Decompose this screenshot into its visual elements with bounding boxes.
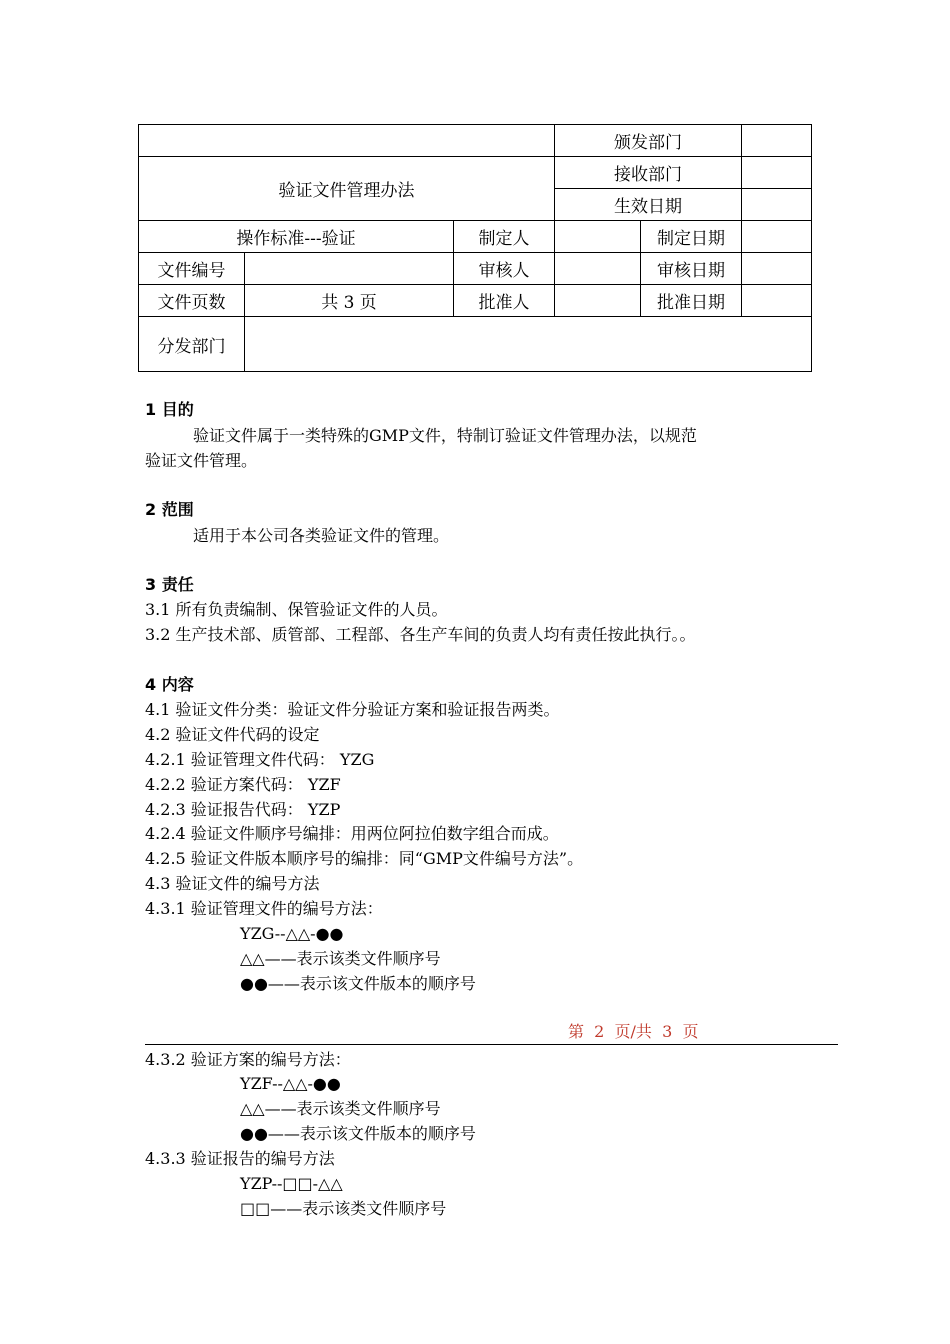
reviewer-label: 审核人	[454, 253, 555, 285]
code-format-line: ●●——表示该文件版本的顺序号	[240, 974, 476, 993]
body-line: 4.2.4 验证文件顺序号编排：用两位阿拉伯数字组合而成。	[145, 824, 559, 843]
doc-category: 操作标准---验证	[139, 221, 454, 253]
body-line: 3.2 生产技术部、质管部、工程部、各生产车间的负责人均有责任按此执行。。	[145, 625, 696, 644]
body-line: 3.1 所有负责编制、保管验证文件的人员。	[145, 600, 448, 619]
draft-date-label: 制定日期	[641, 221, 742, 253]
effective-date-value	[742, 189, 812, 221]
drafter-label: 制定人	[454, 221, 555, 253]
effective-date-label: 生效日期	[555, 189, 742, 221]
approve-date-value	[742, 285, 812, 317]
doc-title: 验证文件管理办法	[139, 157, 555, 221]
section-heading-scope: 2 范围	[145, 500, 194, 519]
code-format-line: YZP--□□-△△	[240, 1174, 343, 1193]
reviewer-value	[555, 253, 641, 285]
body-line: 4.2.2 验证方案代码： YZF	[145, 775, 341, 794]
body-line: 4.3 验证文件的编号方法	[145, 874, 320, 893]
approver-label: 批准人	[454, 285, 555, 317]
body-line: 验证文件属于一类特殊的GMP文件，特制订验证文件管理办法，以规范	[145, 426, 697, 445]
section-heading-responsibility: 3 责任	[145, 575, 194, 594]
distribution-label: 分发部门	[139, 317, 245, 372]
page-number: 第 2 页/共 3 页	[568, 1022, 699, 1041]
section-heading-content: 4 内容	[145, 675, 194, 694]
body-line: 4.3.1 验证管理文件的编号方法：	[145, 899, 383, 918]
code-format-line: □□——表示该类文件顺序号	[240, 1199, 447, 1218]
draft-date-value	[742, 221, 812, 253]
header-blank-cell	[139, 125, 555, 157]
body-line: 4.1 验证文件分类：验证文件分验证方案和验证报告两类。	[145, 700, 560, 719]
code-format-line: YZG--△△-●●	[240, 924, 344, 943]
code-format-line: YZF--△△-●●	[240, 1074, 341, 1093]
pages-value: 共 3 页	[245, 285, 454, 317]
code-format-line: ●●——表示该文件版本的顺序号	[240, 1124, 476, 1143]
approve-date-label: 批准日期	[641, 285, 742, 317]
code-format-line: △△——表示该类文件顺序号	[240, 949, 441, 968]
body-line: 4.3.2 验证方案的编号方法：	[145, 1050, 351, 1069]
pages-label: 文件页数	[139, 285, 245, 317]
body-line: 4.3.3 验证报告的编号方法	[145, 1149, 335, 1168]
drafter-value	[555, 221, 641, 253]
issue-dept-label: 颁发部门	[555, 125, 742, 157]
section-heading-purpose: 1 目的	[145, 400, 194, 419]
body-line: 4.2.5 验证文件版本顺序号的编排：同“GMP文件编号方法”。	[145, 849, 584, 868]
review-date-label: 审核日期	[641, 253, 742, 285]
body-line: 4.2.3 验证报告代码： YZP	[145, 800, 341, 819]
doc-no-label: 文件编号	[139, 253, 245, 285]
body-line: 4.2.1 验证管理文件代码： YZG	[145, 750, 375, 769]
issue-dept-value	[742, 125, 812, 157]
code-format-line: △△——表示该类文件顺序号	[240, 1099, 441, 1118]
body-line: 4.2 验证文件代码的设定	[145, 725, 320, 744]
doc-no-value	[245, 253, 454, 285]
receive-dept-value	[742, 157, 812, 189]
page-divider	[145, 1044, 838, 1045]
body-line: 验证文件管理。	[145, 451, 258, 470]
approver-value	[555, 285, 641, 317]
receive-dept-label: 接收部门	[555, 157, 742, 189]
body-line: 适用于本公司各类验证文件的管理。	[145, 526, 450, 545]
review-date-value	[742, 253, 812, 285]
document-header-table	[138, 124, 812, 372]
distribution-value	[245, 317, 812, 372]
